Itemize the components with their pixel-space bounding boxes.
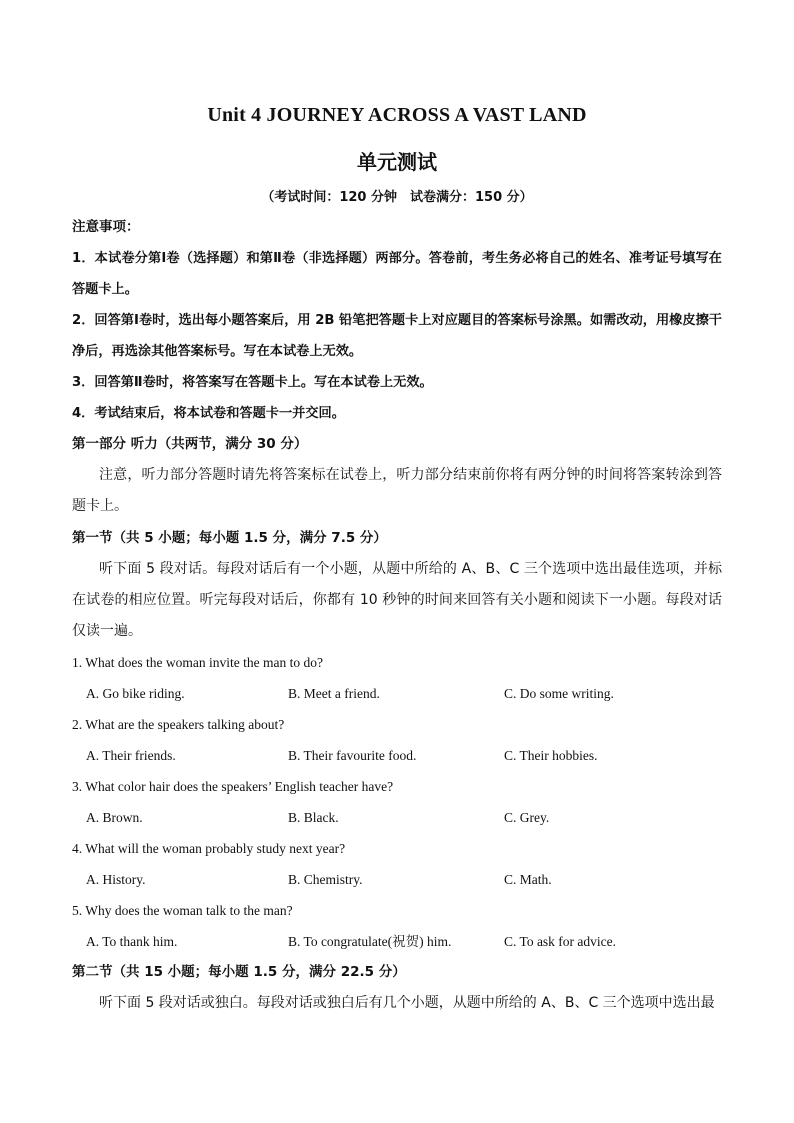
section2-instruction: 听下面 5 段对话或独白。每段对话或独白后有几个小题，从题中所给的 A、B、C 三个选项中选出最 xyxy=(99,995,715,1012)
notes-heading: 注意事项： xyxy=(72,219,140,235)
note-item: 2．回答第Ⅰ卷时，选出每小题答案后，用 2B 铅笔把答题卡上对应题目的答案标号涂黑。如需改动，用橡皮擦干净后，再选涂其他答案标号。写在本试卷上无效。 xyxy=(72,313,722,359)
page-subtitle: 单元测试 xyxy=(357,150,437,174)
question-options xyxy=(72,926,722,957)
question-options xyxy=(72,740,722,771)
question-text: 3. What color hair does the speakers’ English teacher have? xyxy=(72,779,394,795)
exam-info: （考试时间：120 分钟 试卷满分：150 分） xyxy=(261,190,533,205)
option-a: A. History. xyxy=(86,872,146,888)
option-c: C. Do some writing. xyxy=(504,686,614,702)
option-c: C. To ask for advice. xyxy=(504,934,617,950)
question-text: 4. What will the woman probably study next year? xyxy=(72,841,346,857)
page-title: Unit 4 JOURNEY ACROSS A VAST LAND xyxy=(207,104,587,126)
section1-heading: 第一节（共 5 小题；每小题 1.5 分，满分 7.5 分） xyxy=(72,529,387,546)
note-item: 4．考试结束后，将本试卷和答题卡一并交回。 xyxy=(72,406,345,421)
part1-instruction: 注意，听力部分答题时请先将答案标在试卷上，听力部分结束前你将有两分钟的时间将答案转涂到答题卡上。 xyxy=(72,467,722,515)
exam-content xyxy=(72,212,722,1020)
part1-heading: 第一部分 听力（共两节，满分 30 分） xyxy=(72,436,308,452)
option-a: A. Their friends. xyxy=(86,748,176,764)
option-c: C. Math. xyxy=(504,872,552,888)
question-text: 2. What are the speakers talking about? xyxy=(72,717,285,733)
question-options xyxy=(72,864,722,895)
question-text: 5. Why does the woman talk to the man? xyxy=(72,903,293,919)
option-b: B. Meet a friend. xyxy=(288,686,380,702)
option-a: A. Go bike riding. xyxy=(86,686,185,702)
section2-heading: 第二节（共 15 小题；每小题 1.5 分，满分 22.5 分） xyxy=(72,964,406,981)
question-options xyxy=(72,678,722,709)
option-b: B. To congratulate(祝贺) him. xyxy=(288,934,452,950)
note-item: 1．本试卷分第Ⅰ卷（选择题）和第Ⅱ卷（非选择题）两部分。答卷前，考生务必将自己的姓名、准考证号填写在答题卡上。 xyxy=(72,251,722,297)
option-b: B. Chemistry. xyxy=(288,872,363,888)
option-a: A. To thank him. xyxy=(86,934,178,950)
option-c: C. Their hobbies. xyxy=(504,748,598,764)
section1-instruction: 听下面 5 段对话。每段对话后有一个小题，从题中所给的 A、B、C 三个选项中选出最佳选项，并标在试卷的相应位置。听完每段对话后，你都有 10 秒钟的时间来回答有关小题和阅读下一小题。每段对话仅读一遍。 xyxy=(72,560,722,640)
option-c: C. Grey. xyxy=(504,810,550,826)
option-b: B. Their favourite food. xyxy=(288,748,417,764)
note-item: 3．回答第Ⅱ卷时，将答案写在答题卡上。写在本试卷上无效。 xyxy=(72,375,433,390)
question-options xyxy=(72,802,722,833)
option-a: A. Brown. xyxy=(86,810,143,826)
question-text: 1. What does the woman invite the man to do? xyxy=(72,655,323,671)
option-b: B. Black. xyxy=(288,810,339,826)
